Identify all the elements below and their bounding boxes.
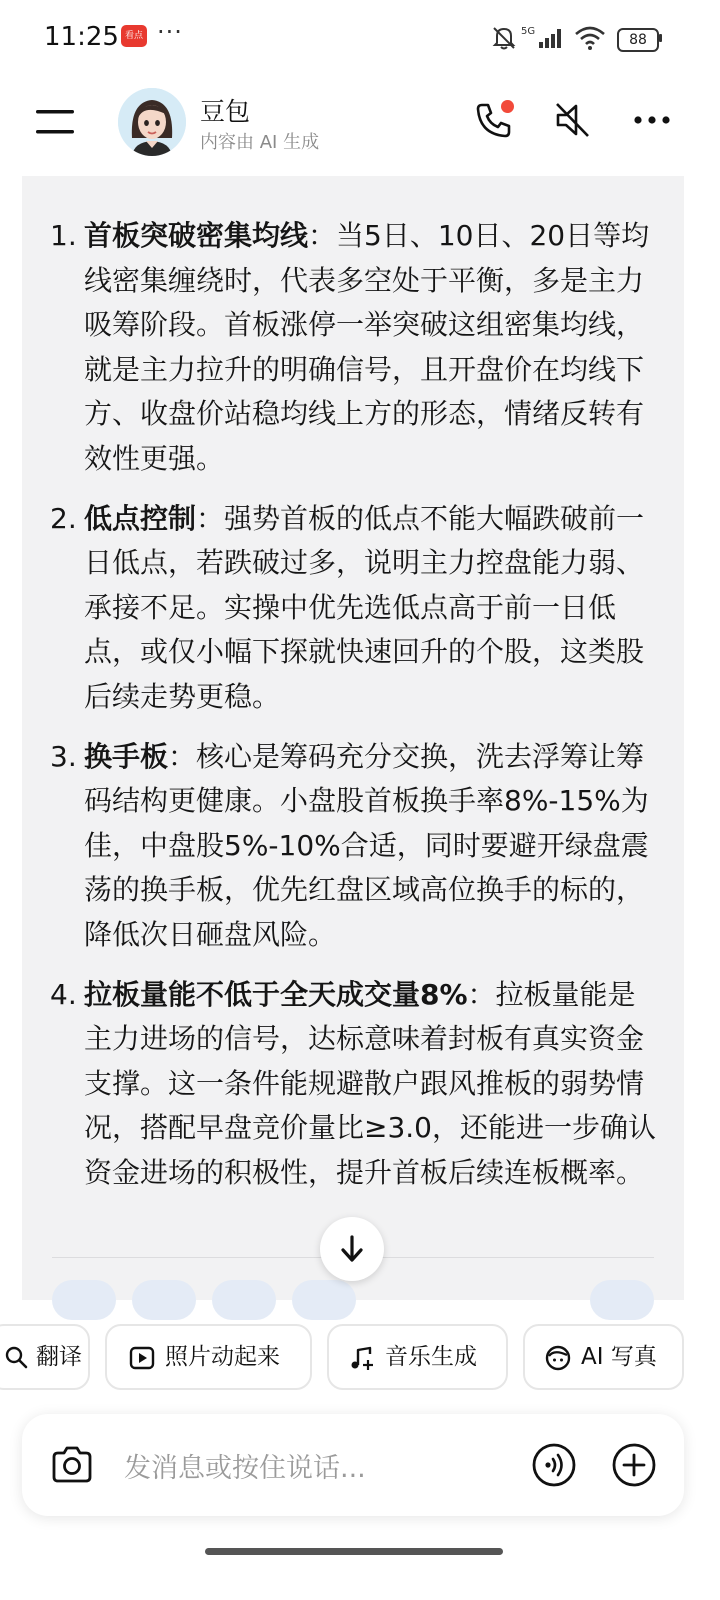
- signal-5g-icon: [521, 24, 565, 50]
- music-icon: [349, 1345, 375, 1371]
- home-indicator[interactable]: [205, 1548, 503, 1555]
- avatar[interactable]: [118, 88, 186, 156]
- music-generate-chip[interactable]: [327, 1324, 508, 1390]
- list-item: [50, 735, 662, 958]
- ai-generated-note: 内容由 AI 生成: [200, 132, 320, 153]
- ai-portrait-chip[interactable]: [523, 1324, 684, 1390]
- more-options-icon[interactable]: [630, 98, 674, 142]
- camera-icon[interactable]: [48, 1441, 96, 1489]
- status-bar: [0, 0, 720, 76]
- battery-icon: 88: [617, 28, 659, 52]
- assistant-message: [22, 176, 684, 1300]
- chip-label: 翻译: [36, 1344, 82, 1370]
- avatar-portrait-icon: [118, 88, 186, 156]
- item-title: 拉板量能不低于全天成交量8%: [84, 977, 468, 1011]
- translate-chip[interactable]: [0, 1324, 90, 1390]
- item-body: ：拉板量能是主力进场的信号，达标意味着封板有真实资金支撑。这一条件能规避散户跟风推板的弱势情况，搭配早盘竞价量比≥3.0，还能进一步确认资金进场的积极性，提升首板后续连板概率。: [84, 977, 656, 1189]
- item-number: 3.: [50, 739, 77, 773]
- criteria-list: [50, 214, 662, 1210]
- call-notification-dot: [501, 100, 514, 113]
- face-icon: [545, 1345, 571, 1371]
- bot-name: 豆包: [200, 97, 251, 126]
- read-aloud-button[interactable]: [292, 1280, 356, 1320]
- chat-header: [0, 78, 720, 170]
- item-title: 首板突破密集均线: [84, 219, 309, 252]
- chip-label: 照片动起来: [165, 1344, 280, 1370]
- item-number: 1.: [50, 219, 77, 252]
- item-body: ：核心是筹码充分交换，洗去浮筹让筹码结构更健康。小盘股首板换手率8%-15%为佳，中盘股5%-10%合适，同时要避开绿盘震荡的换手板，优先红盘区域高位换手的标的，降低次日砸盘风险。: [84, 739, 649, 951]
- play-icon: [129, 1345, 155, 1371]
- speaker-mute-button[interactable]: [550, 98, 594, 142]
- mute-bell-icon: [490, 24, 518, 52]
- more-notifications-icon: ···: [157, 18, 183, 46]
- item-body: ：强势首板的低点不能大幅跌破前一日低点，若跌破过多，说明主力控盘能力弱、承接不足。实操中优先选低点高于前一日低点，或仅小幅下探就快速回升的个股，这类股后续走势更稳。: [84, 501, 645, 713]
- wifi-icon: [574, 26, 606, 50]
- voice-call-icon[interactable]: [530, 1441, 578, 1489]
- translate-icon: [4, 1345, 30, 1371]
- item-body: ：当5日、10日、20日等均线密集缠绕时，代表多空处于平衡，多是主力吸筹阶段。首板涨停一举突破这组密集均线，就是主力拉升的明确信号，且开盘价在均线下方、收盘价站稳均线上方的形态，情绪反转有效性更强。: [84, 219, 650, 475]
- add-icon[interactable]: [610, 1441, 658, 1489]
- list-item: [50, 497, 662, 720]
- chip-label: 音乐生成: [385, 1344, 477, 1370]
- edit-button[interactable]: [212, 1280, 276, 1320]
- message-input[interactable]: 发消息或按住说话...: [124, 1453, 366, 1484]
- share-button[interactable]: [132, 1280, 196, 1320]
- copy-button[interactable]: [52, 1280, 116, 1320]
- battery-tip: [659, 34, 662, 42]
- item-title: 换手板: [84, 739, 169, 773]
- arrow-down-icon: [320, 1217, 384, 1281]
- app-notification-icon: 看点: [121, 25, 147, 47]
- list-item: [50, 973, 662, 1196]
- message-input-bar: [22, 1414, 684, 1516]
- item-title: 低点控制: [84, 501, 197, 535]
- chip-label: AI 写真: [581, 1344, 657, 1370]
- item-number: 4.: [50, 977, 77, 1011]
- list-item: [50, 214, 662, 482]
- item-number: 2.: [50, 501, 77, 535]
- status-time: 11:25: [44, 22, 119, 52]
- menu-icon[interactable]: [36, 106, 74, 138]
- scroll-to-bottom-button[interactable]: [320, 1217, 384, 1281]
- animate-photo-chip[interactable]: [105, 1324, 312, 1390]
- more-actions-button[interactable]: [590, 1280, 654, 1320]
- svg-text:5G: 5G: [521, 26, 536, 37]
